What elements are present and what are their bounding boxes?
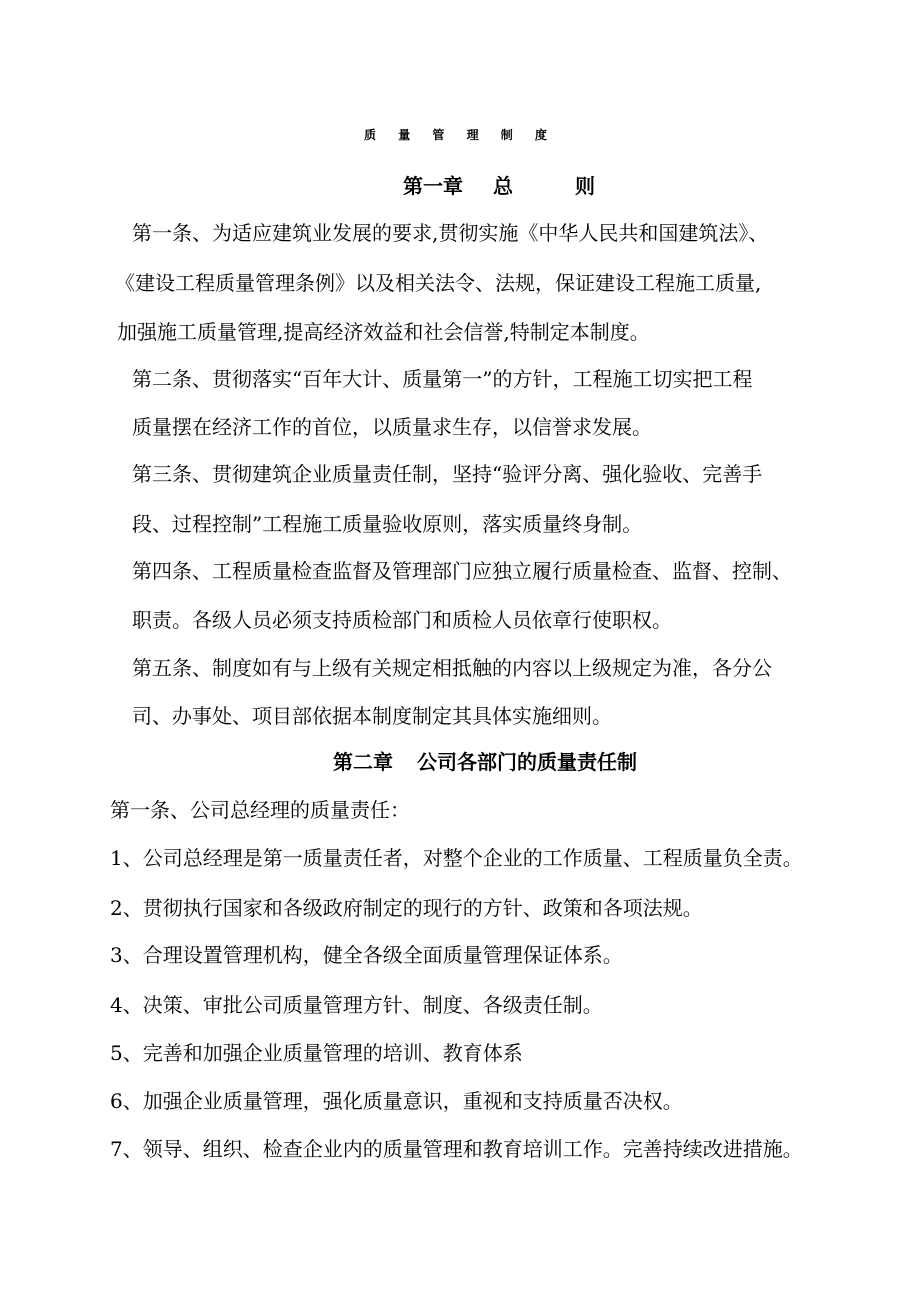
- list-item: 6、加强企业质量管理，强化质量意识，重视和支持质量否决权。: [110, 1089, 683, 1113]
- chapter-2-heading: [333, 749, 637, 775]
- list-item: 4、决策、审批公司质量管理方针、制度、各级责任制。: [110, 993, 603, 1017]
- article-5-line-2: 司、办事处、项目部依据本制度制定其具体实施细则。: [132, 704, 612, 728]
- document-title: 质 量 管 理 制 度: [364, 128, 556, 142]
- chapter-1-name-a: 总: [493, 174, 513, 198]
- list-item: 7、领导、组织、检查企业内的质量管理和教育培训工作。完善持续改进措施。: [110, 1137, 803, 1161]
- article-3-line-2: 段、过程控制”工程施工质量验收原则，落实质量终身制。: [132, 512, 643, 536]
- chapter-2-name: 公司各部门的质量责任制: [417, 750, 637, 774]
- list-item: 2、贯彻执行国家和各级政府制定的现行的方针、政策和各项法规。: [110, 896, 703, 920]
- list-item: 5、完善和加强企业质量管理的培训、教育体系: [110, 1041, 523, 1065]
- chapter-2-number: 第二章: [333, 750, 393, 774]
- chapter-1-name-b: 则: [575, 174, 595, 198]
- article-1-line-2: 《建设工程质量管理条例》以及相关法令、法规，保证建设工程施工质量,: [115, 271, 762, 295]
- article-5-line-1: 第五条、制度如有与上级有关规定相抵触的内容以上级规定为准，各分公: [132, 656, 772, 680]
- chapter-1-number: 第一章: [403, 174, 463, 198]
- article-4-line-2: 职责。各级人员必须支持质检部门和质检人员依章行使职权。: [132, 608, 672, 632]
- article-1-line-3: 加强施工质量管理,提高经济效益和社会信誉,特制定本制度。: [117, 320, 650, 344]
- list-item: 1、公司总经理是第一质量责任者，对整个企业的工作质量、工程质量负全责。: [110, 846, 803, 870]
- article-1-line-1: 第一条、为适应建筑业发展的要求,贯彻实施《中华人民共和国建筑法》、: [132, 221, 769, 245]
- article-2-line-2: 质量摆在经济工作的首位，以质量求生存，以信誉求发展。: [132, 415, 652, 439]
- article-2-line-1: 第二条、贯彻落实“百年大计、质量第一”的方针，工程施工切实把工程: [132, 367, 753, 391]
- article-3-line-1: 第三条、贯彻建筑企业质量责任制，坚持“验评分离、强化验收、完善手: [132, 462, 763, 486]
- chapter-1-heading: [403, 173, 595, 199]
- chapter-2-article-1: 第一条、公司总经理的质量责任：: [110, 798, 410, 822]
- list-item: 3、合理设置管理机构，健全各级全面质量管理保证体系。: [110, 943, 623, 967]
- article-4-line-1: 第四条、工程质量检查监督及管理部门应独立履行质量检查、监督、控制、: [132, 559, 792, 583]
